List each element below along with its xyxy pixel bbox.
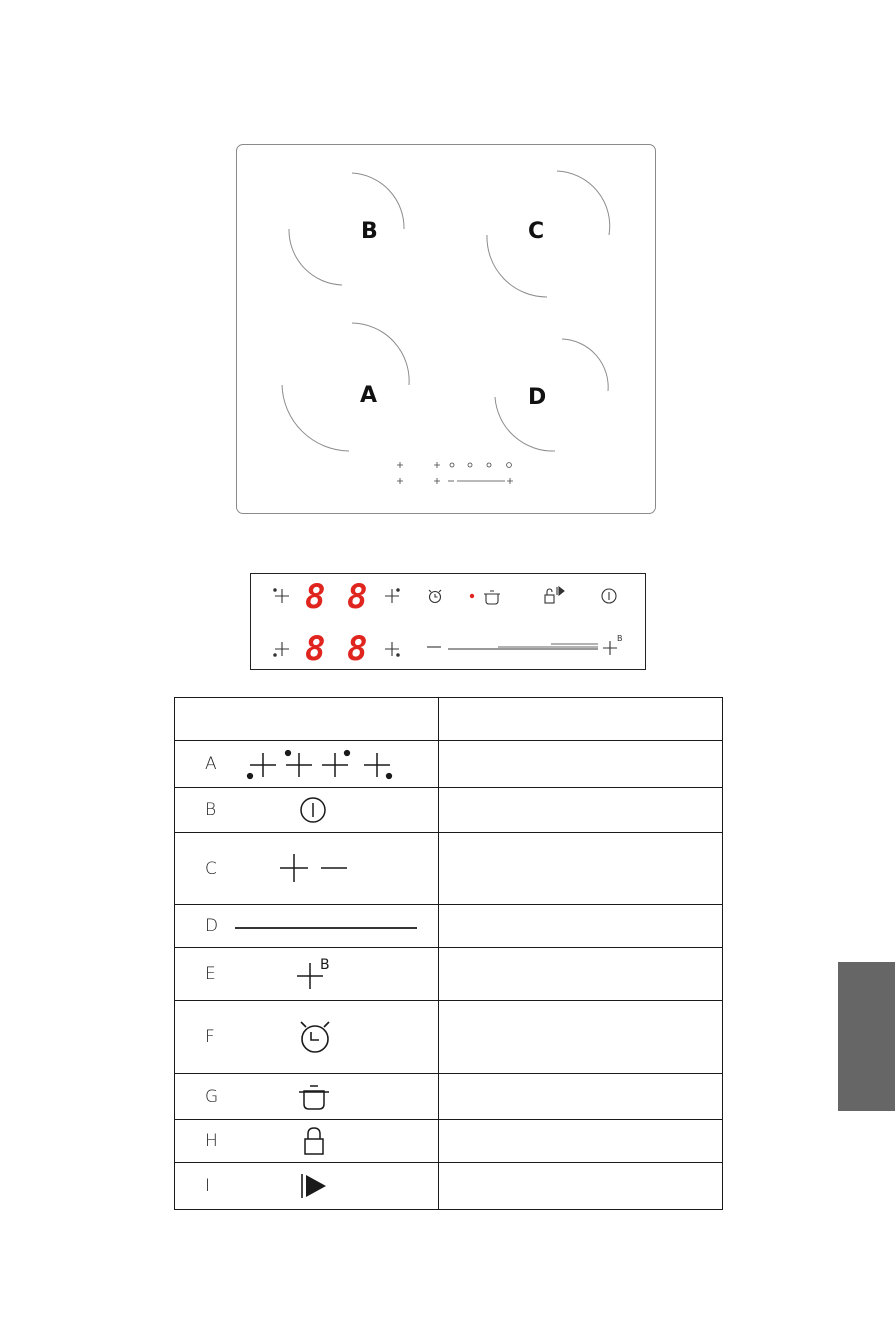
legend-desc-cell: [439, 788, 723, 833]
zone-c-arc-upper: [557, 171, 610, 235]
play-icon: [175, 1163, 438, 1209]
legend-key-cell: [175, 1001, 439, 1074]
hob-zone-arcs: [237, 145, 657, 515]
power-icon: [602, 589, 616, 603]
legend-key-letter: I: [205, 1176, 211, 1196]
zone-plus-icon: [275, 642, 289, 656]
legend-key-letter: H: [205, 1131, 218, 1151]
legend-key-letter: B: [205, 800, 217, 820]
legend-header-row: [175, 698, 723, 741]
lock-icon: [175, 1120, 438, 1162]
legend-key-cell: [175, 833, 439, 905]
zone-label-b: B: [361, 219, 378, 244]
legend-key-cell: [175, 1120, 439, 1163]
slider-icon: [448, 644, 598, 649]
pot-icon: [175, 1074, 438, 1119]
legend-key-letter: E: [205, 964, 216, 984]
power-icon: [175, 788, 438, 832]
timer-icon: [429, 590, 441, 603]
zone-dot: [397, 589, 399, 591]
zone-a-arc-lower: [282, 385, 349, 451]
legend-key-letter: C: [205, 858, 217, 879]
legend-key-letter: G: [205, 1086, 219, 1107]
digit-display: 8: [305, 629, 326, 669]
zone-selector-icons: [175, 741, 438, 787]
legend-row: [175, 788, 723, 833]
plus-boost-icon: [603, 641, 617, 655]
legend-desc-cell: [439, 948, 723, 1001]
pot-icon: [484, 591, 500, 604]
side-tab: [838, 962, 895, 1111]
legend-row: [175, 741, 723, 788]
legend-key-cell: [175, 948, 439, 1001]
hob-booster-icon: [450, 463, 454, 467]
legend-header-key: [175, 698, 439, 741]
legend-desc-cell: [439, 1001, 723, 1074]
legend-key-cell: [175, 1074, 439, 1120]
indicator-dot: [470, 594, 474, 598]
zone-dot: [397, 654, 399, 656]
zone-label-d: D: [528, 385, 547, 410]
legend-key-cell: [175, 905, 439, 948]
hob-plus-icon: [397, 462, 403, 468]
legend-row: [175, 833, 723, 905]
legend-desc-cell: [439, 1163, 723, 1210]
plus-minus-icons: [175, 833, 438, 904]
legend-desc-cell: [439, 905, 723, 948]
lock-icon: [545, 589, 554, 603]
zone-plus-icon: [275, 589, 289, 603]
zone-label-c: C: [528, 219, 545, 244]
legend-row: [175, 1120, 723, 1163]
zone-label-a: A: [360, 383, 378, 408]
legend-desc-cell: [439, 833, 723, 905]
hob-plus-icon: [397, 478, 403, 484]
digit-display: 8: [347, 577, 368, 617]
legend-row: [175, 1001, 723, 1074]
hob-timer-icon: [487, 463, 491, 467]
hob-plus-icon: [434, 478, 440, 484]
legend-row: [175, 948, 723, 1001]
legend-row: [175, 905, 723, 948]
legend-header-desc: [439, 698, 723, 741]
zone-dot: [274, 589, 276, 591]
zone-a-arc-upper: [352, 323, 409, 385]
zone-b-arc-upper: [352, 173, 404, 229]
zone-dot: [274, 654, 276, 656]
legend-key-cell: [175, 741, 439, 788]
hob-plus-icon: [434, 462, 440, 468]
legend-desc-cell: [439, 1074, 723, 1120]
legend-table: [174, 697, 723, 1210]
play-icon: [557, 587, 564, 595]
legend-key-letter: A: [205, 754, 217, 774]
legend-key-cell: [175, 1163, 439, 1210]
control-panel-display: [250, 573, 646, 670]
hob-plus-boost-icon: [507, 478, 513, 484]
legend-key-letter: D: [205, 916, 219, 936]
digit-display: 8: [305, 577, 326, 617]
legend-key-letter: F: [205, 1027, 215, 1047]
booster-letter: B: [320, 957, 330, 973]
booster-letter: B: [617, 634, 623, 643]
digit-display: 8: [347, 629, 368, 669]
zone-d-arc-upper: [562, 339, 608, 391]
legend-desc-cell: [439, 741, 723, 788]
zone-c-arc-lower: [487, 235, 547, 297]
legend-key-cell: [175, 788, 439, 833]
hob-power-icon: [507, 463, 512, 468]
slider-bar-icon: [175, 905, 438, 947]
hob-diagram: [236, 144, 656, 514]
legend-row: [175, 1074, 723, 1120]
hob-pot-icon: [468, 463, 472, 467]
legend-row: [175, 1163, 723, 1210]
timer-icon: [175, 1001, 438, 1073]
zone-b-arc-lower: [289, 229, 342, 285]
booster-plus-icon: [175, 948, 438, 1000]
legend-desc-cell: [439, 1120, 723, 1163]
